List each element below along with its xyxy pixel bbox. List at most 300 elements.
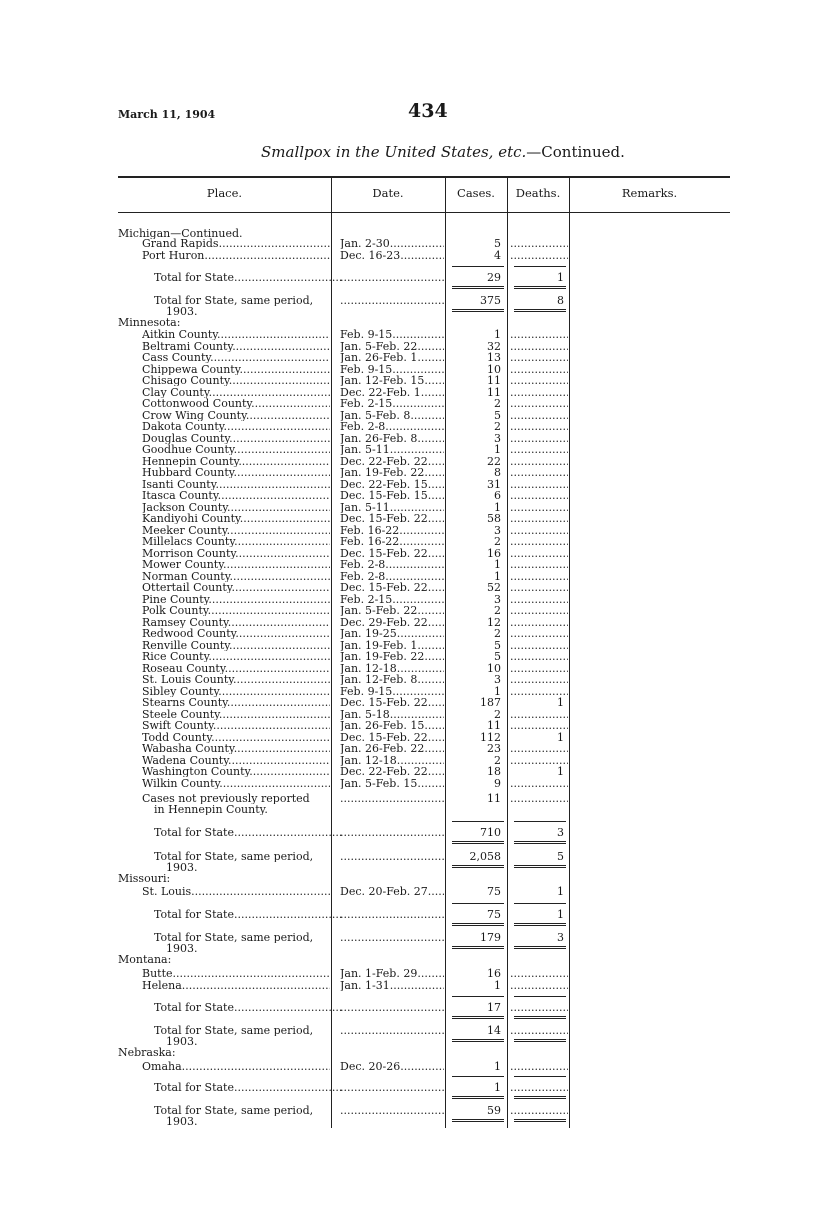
place-cell: Polk County ..... [142,605,330,616]
leader-dots [210,352,330,363]
date-cell [340,410,444,421]
total-rule [514,996,566,997]
place-cell: Norman County ..... [142,571,330,582]
deaths-cell [510,720,568,731]
cases-cell: 59 [487,1104,501,1117]
leader-dots [208,594,330,605]
place-cell: Port Huron ..... [142,250,330,261]
deaths-cell [510,617,568,628]
date-cell [340,1082,444,1093]
date-text: Jan. 12-18 [340,755,397,766]
col-divider [569,176,570,1128]
leader-dots [219,778,330,789]
place-cell: Renville County ..... [142,640,330,651]
deaths-cell [510,559,568,570]
place-cell: Total for State ..... [154,272,342,283]
place-cell: Total for State ..... [154,909,342,920]
place-cell: Pine County ..... [142,594,330,605]
date-text: Feb. 9-15 [340,329,393,340]
date-text: Dec. 22-Feb. 15 [340,479,428,490]
leader-dots [217,329,330,340]
date-text: Jan. 2-30 [340,238,390,249]
place-cell: Chisago County ..... [142,375,330,386]
place-cell: Wilkin County ..... [142,778,330,789]
leader-dots [340,272,444,283]
deaths-cell [510,640,568,651]
place-cell: Total for State, same period, [154,932,314,943]
date-cell [340,479,444,490]
leader-dots [390,980,444,991]
date-text: Jan. 12-Feb. 15 [340,375,425,386]
leader-dots [173,968,330,979]
cases-cell: 3 [494,593,501,606]
place-cell: Ramsey County ..... [142,617,330,628]
leader-dots [340,851,444,862]
leader-dots [410,410,444,421]
cases-cell: 52 [487,581,501,594]
leader-dots [219,238,330,249]
deaths-cell [510,778,568,789]
leader-dots [424,651,444,662]
date-text: Jan. 19-25 [340,628,397,639]
place-cell: Rice County ..... [142,651,330,662]
date-cell [340,582,444,593]
date-text: Jan. 5-Feb. 8 [340,410,411,421]
leader-dots [224,421,330,432]
deaths-cell: 8 [557,295,564,306]
page-number: 434 [408,100,448,122]
leader-dots [390,709,444,720]
cases-cell: 31 [487,478,501,491]
col-divider [331,176,332,1128]
date-text: Feb. 16-22 [340,536,400,547]
place-cell: St. Louis County ..... [142,674,330,685]
date-text: Jan. 5-Feb. 15 [340,778,418,789]
place-cell-continued: 1903. [166,943,198,954]
total-double-rule [514,1119,566,1122]
cases-cell: 1 [494,979,501,992]
leader-dots [340,1025,444,1036]
leader-dots [227,697,330,708]
date-cell [340,732,444,743]
deaths-cell [510,513,568,524]
date-cell [340,398,444,409]
cases-cell: 710 [480,826,501,839]
cases-cell: 2 [494,754,501,767]
deaths-cell [510,1082,568,1093]
leader-dots [229,571,330,582]
deaths-cell [510,594,568,605]
place-cell: Washington County ..... [142,766,330,777]
cases-cell: 4 [494,249,501,262]
deaths-cell [510,1025,568,1036]
leader-dots [251,398,330,409]
leader-dots [399,536,444,547]
total-double-rule [514,865,566,868]
leader-dots [182,1061,330,1072]
place-cell: Jackson County ..... [142,502,330,513]
date-cell [340,1105,444,1116]
date-text: Feb. 2-8 [340,421,386,432]
deaths-cell [510,793,568,804]
date-text: Dec. 22-Feb. 22 [340,456,428,467]
place-cell: Goodhue County ..... [142,444,330,455]
date-text: Feb. 2-8 [340,559,386,570]
cases-cell: 3 [494,673,501,686]
date-cell [340,709,444,720]
cases-cell: 187 [480,696,501,709]
place-cell: Total for State, same period, [154,295,314,306]
caption-title: Smallpox in the United States, etc. [261,143,527,161]
total-rule [452,821,504,822]
place-cell: Total for State, same period, [154,851,314,862]
date-cell [340,851,444,862]
leader-dots [400,1061,444,1072]
date-cell [340,1002,444,1013]
place-cell: Hennepin County ..... [142,456,330,467]
header-rule [118,212,730,213]
date-cell [340,272,444,283]
deaths-cell [510,525,568,536]
deaths-cell [510,755,568,766]
cases-cell: 10 [487,363,501,376]
leader-dots [385,559,444,570]
date-text: Dec. 20-26 [340,1061,401,1072]
cases-cell: 17 [487,1001,501,1014]
place-cell: Total for State, same period, [154,1025,314,1036]
date-text: Feb. 9-15 [340,364,393,375]
cases-cell: 2 [494,420,501,433]
cases-cell: 1 [494,570,501,583]
place-cell: Wabasha County ..... [142,743,330,754]
date-cell [340,502,444,513]
date-text: Jan. 5-11 [340,502,390,513]
leader-dots [428,513,444,524]
deaths-cell: 1 [557,732,564,743]
deaths-cell [510,421,568,432]
cases-cell: 16 [487,967,501,980]
header-date: Date. [372,186,404,200]
deaths-cell [510,709,568,720]
leader-dots [228,755,330,766]
cases-cell: 11 [487,792,501,805]
date-text: Dec. 15-Feb. 22 [340,732,428,743]
leader-dots [340,1002,444,1013]
total-double-rule [514,841,566,844]
date-cell [340,1061,444,1072]
deaths-cell [510,605,568,616]
leader-dots [428,548,444,559]
total-double-rule [452,1016,504,1019]
total-double-rule [452,946,504,949]
leader-dots [424,720,444,731]
leader-dots [417,341,444,352]
deaths-cell [510,743,568,754]
date-text: Dec. 15-Feb. 22 [340,513,428,524]
leader-dots [225,663,330,674]
date-cell [340,387,444,398]
leader-dots [235,548,330,559]
leader-dots [213,720,330,731]
date-text: Jan. 1-31 [340,980,390,991]
leader-dots [204,250,330,261]
header-place: Place. [206,186,243,200]
deaths-cell [510,663,568,674]
date-text: Dec. 15-Feb. 22 [340,697,428,708]
leader-dots [428,697,444,708]
place-cell: Steele County ..... [142,709,330,720]
deaths-cell [510,329,568,340]
date-cell [340,886,444,897]
leader-dots [229,375,330,386]
deaths-cell [510,968,568,979]
date-cell [340,456,444,467]
date-text: Dec. 29-Feb. 22 [340,617,428,628]
date-cell [340,536,444,547]
leader-dots [229,640,330,651]
place-cell: Cass County ..... [142,352,330,363]
deaths-cell [510,628,568,639]
date-text: Feb. 9-15 [340,686,393,697]
leader-dots [417,674,444,685]
date-cell [340,640,444,651]
leader-dots [428,732,444,743]
place-cell: Isanti County ..... [142,479,330,490]
date-text: Jan. 12-Feb. 8 [340,674,418,685]
deaths-cell [510,250,568,261]
leader-dots [397,663,444,674]
place-cell: Total for State ..... [154,1002,342,1013]
leader-dots [227,502,330,513]
leader-dots [390,444,444,455]
leader-dots [182,980,330,991]
date-cell [340,490,444,501]
cases-cell: 14 [487,1024,501,1037]
leader-dots [392,329,444,340]
date-text: Dec. 16-23 [340,250,401,261]
cases-cell: 1 [494,443,501,456]
leader-dots [340,1082,444,1093]
leader-dots [246,410,330,421]
total-rule [452,903,504,904]
cases-cell: 75 [487,908,501,921]
date-cell [340,329,444,340]
place-cell: Crow Wing County ..... [142,410,330,421]
date-cell [340,594,444,605]
leader-dots [239,364,330,375]
leader-dots [428,479,444,490]
header-cases: Cases. [457,186,495,200]
leader-dots [238,456,330,467]
cases-cell: 375 [480,294,501,307]
place-cell: Missouri: [118,873,171,884]
leader-dots [208,651,330,662]
date-text: Dec. 22-Feb. 22 [340,766,428,777]
leader-dots [428,456,444,467]
leader-dots [390,502,444,513]
leader-dots [234,536,330,547]
place-cell: Morrison County ..... [142,548,330,559]
deaths-cell [510,686,568,697]
cases-cell: 8 [494,466,501,479]
cases-cell: 23 [487,742,501,755]
date-cell [340,352,444,363]
deaths-cell [510,674,568,685]
deaths-cell [510,582,568,593]
date-cell [340,433,444,444]
cases-cell: 11 [487,374,501,387]
deaths-cell: 5 [557,851,564,862]
cases-cell: 11 [487,719,501,732]
deaths-cell [510,548,568,559]
leader-dots [218,490,330,501]
deaths-cell [510,375,568,386]
date-cell [340,766,444,777]
date-text: Feb. 16-22 [340,525,400,536]
date-text: Dec. 15-Feb. 22 [340,582,428,593]
leader-dots [209,387,330,398]
deaths-cell: 1 [557,909,564,920]
place-cell: Todd County ..... [142,732,330,743]
deaths-cell [510,502,568,513]
leader-dots [340,909,444,920]
date-cell [340,559,444,570]
place-cell: Grand Rapids ..... [142,238,330,249]
date-text: Jan. 19-Feb. 1 [340,640,418,651]
issue-date: March 11, 1904 [118,108,216,121]
date-cell [340,250,444,261]
cases-cell: 1 [494,1060,501,1073]
leader-dots [390,238,444,249]
date-cell [340,617,444,628]
place-cell: Michigan—Continued. [118,228,243,239]
date-cell [340,697,444,708]
leader-dots [233,674,330,685]
place-cell: Douglas County ..... [142,433,330,444]
date-text: Feb. 2-15 [340,594,393,605]
place-cell-continued: 1903. [166,306,198,317]
total-rule [514,1076,566,1077]
leader-dots [428,490,444,501]
date-cell [340,909,444,920]
date-text: Dec. 15-Feb. 22 [340,548,428,559]
place-cell: Millelacs County ..... [142,536,330,547]
table-caption [261,143,625,161]
leader-dots [397,628,444,639]
cases-cell: 18 [487,765,501,778]
total-double-rule [452,286,504,289]
date-cell [340,628,444,639]
cases-cell: 1 [494,685,501,698]
cases-cell: 22 [487,455,501,468]
leader-dots [218,686,330,697]
date-cell [340,375,444,386]
date-cell [340,525,444,536]
deaths-cell: 3 [557,932,564,943]
header-remarks: Remarks. [621,186,678,200]
place-cell: St. Louis ..... [142,886,330,897]
place-cell: Cottonwood County ..... [142,398,330,409]
place-cell: Roseau County ..... [142,663,330,674]
leader-dots [208,605,330,616]
cases-cell: 11 [487,386,501,399]
date-text: Jan. 26-Feb. 15 [340,720,425,731]
place-cell-continued: 1903. [166,1036,198,1047]
deaths-cell [510,651,568,662]
cases-cell: 3 [494,432,501,445]
cases-cell: 1 [494,501,501,514]
leader-dots [191,886,330,897]
leader-dots [232,582,330,593]
cases-cell: 179 [480,931,501,944]
col-divider [445,176,446,1128]
place-cell: Stearns County ..... [142,697,330,708]
leader-dots [392,594,444,605]
place-cell: Total for State, same period, [154,1105,314,1116]
deaths-cell: 1 [557,766,564,777]
leader-dots [234,444,330,455]
date-cell [340,513,444,524]
leader-dots [428,617,444,628]
leader-dots [340,793,444,804]
place-cell: Nebraska: [118,1047,176,1058]
date-cell [340,295,444,306]
leader-dots [428,766,444,777]
deaths-cell [510,1105,568,1116]
leader-dots [249,766,330,777]
leader-dots [392,686,444,697]
date-text: Jan. 12-18 [340,663,397,674]
place-cell-continued: 1903. [166,862,198,873]
place-cell: Dakota County ..... [142,421,330,432]
place-cell: Clay County ..... [142,387,330,398]
cases-cell: 112 [480,731,501,744]
deaths-cell: 1 [557,272,564,283]
cases-cell: 2 [494,397,501,410]
date-cell [340,743,444,754]
leader-dots [228,617,330,628]
date-cell [340,932,444,943]
date-cell [340,663,444,674]
leader-dots [417,778,444,789]
cases-cell: 12 [487,616,501,629]
total-double-rule [514,1096,566,1099]
place-cell: Helena ..... [142,980,330,991]
leader-dots [417,640,444,651]
place-cell: Wadena County ..... [142,755,330,766]
leader-dots [424,743,444,754]
leader-dots [397,755,444,766]
cases-cell: 75 [487,885,501,898]
deaths-cell [510,341,568,352]
table-top-rule [118,176,730,178]
leader-dots [385,571,444,582]
deaths-cell [510,536,568,547]
leader-dots [392,364,444,375]
date-text: Dec. 15-Feb. 15 [340,490,428,501]
total-double-rule [452,309,504,312]
total-double-rule [452,841,504,844]
total-rule [452,266,504,267]
date-text: Jan. 26-Feb. 1 [340,352,418,363]
leader-dots [428,582,444,593]
place-cell: Kandiyohi County ..... [142,513,330,524]
leader-dots [424,467,444,478]
cases-cell: 5 [494,650,501,663]
cases-cell: 2 [494,627,501,640]
place-cell-continued: in Hennepin County. [154,804,268,815]
leader-dots [417,352,444,363]
